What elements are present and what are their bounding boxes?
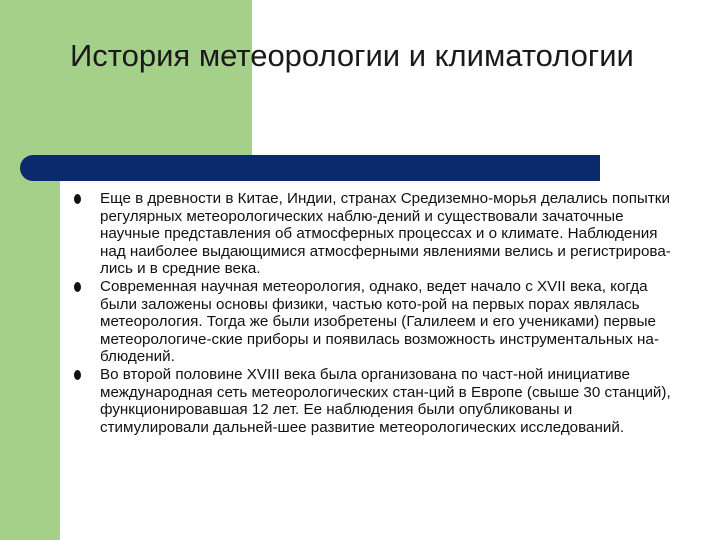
bullet-item: [74, 190, 684, 278]
bullet-text: Современная научная метеорология, однако, ведет начало с XVII века, когда были заложены основы физики, частью кото-рой на первых порах являлась метеорология. Тогда же были изобретены (Галилеем и его учениками) первые метеорологиче-ские приборы и появилась возможность инструментальных на-блюдений.: [100, 277, 659, 366]
green-accent-block: [0, 0, 252, 158]
bullet-text: Во второй половине XVIII века была организована по част-ной инициативе международная сеть метеорологических стан-ций в Европе (свыше 30 станций), функционировавшая 12 лет. Ее наблюдения были опубликованы и стимулировали дальней-шее развитие метеорологических исследований.: [100, 365, 671, 436]
title-underline-bar: [20, 155, 600, 181]
bullet-list: [74, 190, 684, 436]
bullet-text: Еще в древности в Китае, Индии, странах Средиземно-морья делались попытки регулярных метеорологических наблю-дений и существовали зачаточные научные представления об атмосферных процессах и о климате. Наблюдения над наиболее выдающимися атмосферными явлениями велись и регистрирова-лись и в средние века.: [100, 190, 671, 278]
bullet-item: [74, 278, 684, 366]
bullet-item: [74, 366, 684, 436]
slide-title: История метеорологии и климатологии: [70, 38, 634, 73]
bullet-dot-icon: [74, 370, 81, 380]
bullet-dot-icon: [74, 194, 81, 204]
bullet-dot-icon: [74, 282, 81, 292]
green-side-strip: [0, 158, 60, 540]
